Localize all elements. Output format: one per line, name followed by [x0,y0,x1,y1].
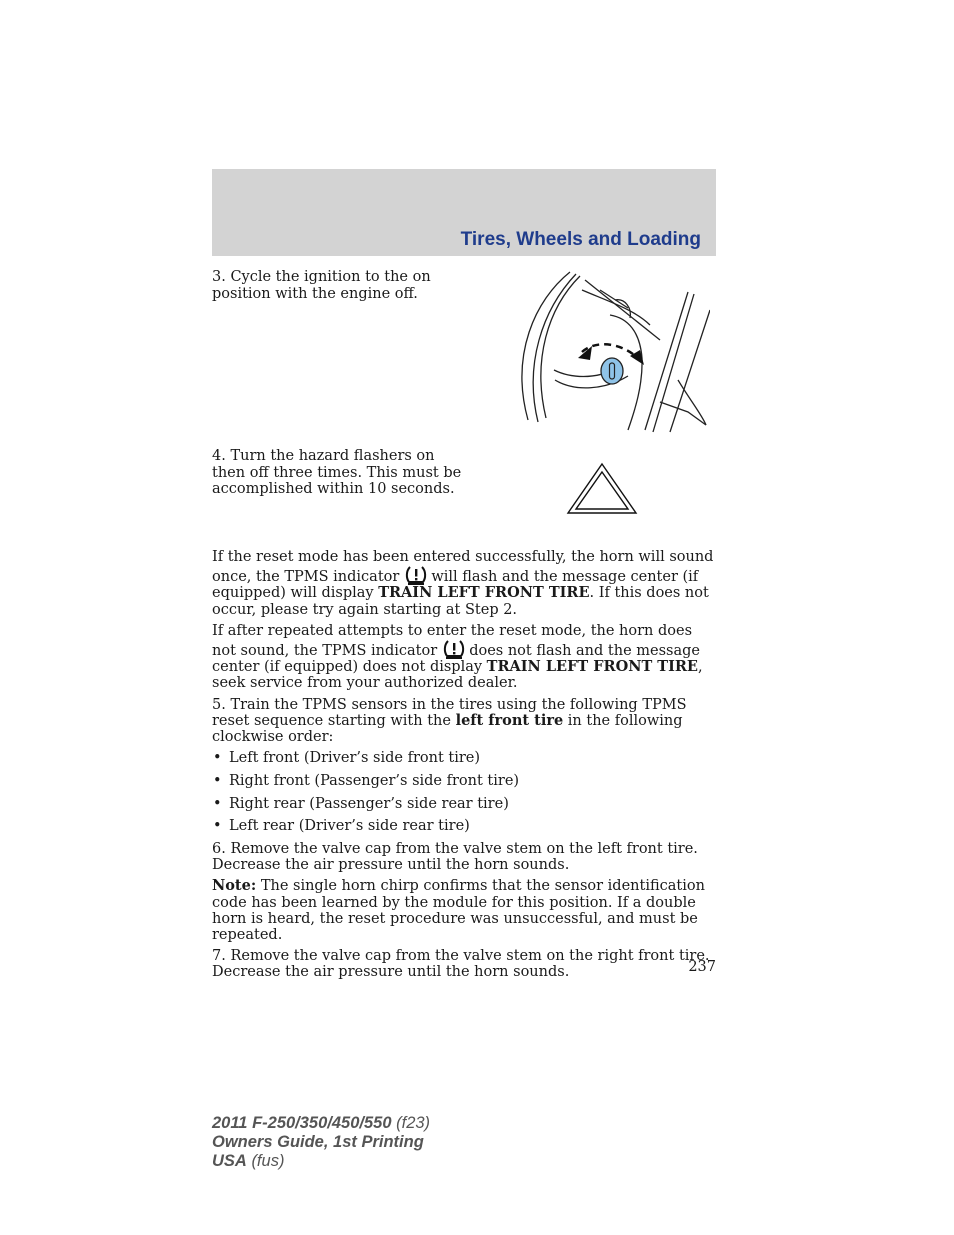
header-band [212,169,716,256]
list-item: • Left front (Driver’s side front tire) [212,750,718,766]
list-item: • Left rear (Driver’s side rear tire) [212,818,718,834]
paragraph-text: . If this does not occur, please try again starting at Step 2. [212,585,709,618]
footer-line-3 [212,1152,430,1171]
footer-line-1 [212,1114,430,1133]
body-text [212,549,718,986]
footer-line-2 [212,1133,430,1152]
ignition-key-illustration [510,270,710,435]
note-text: The single horn chirp confirms that the sensor identification code has been learned by the module for this position. If a double horn is heard, the reset procedure was unsuccessful, and must be repeated. [212,878,705,944]
footer [212,1114,430,1171]
note-label: Note: [212,877,257,895]
tpms-indicator-icon [443,639,465,659]
list-item: • Right front (Passenger’s side front tire) [212,773,718,789]
paragraph-reset-failure [212,623,718,692]
paragraph-step-6: 6. Remove the valve cap from the valve stem on the left front tire. Decrease the air pressure until the horn sounds. [212,841,698,874]
paragraph-text: If the reset mode has been entered successfully, the horn will sound once, the TPMS indicator [212,549,714,586]
paragraph-text: If after repeated attempts to enter the reset mode, the horn does not sound, the TPMS indicator [212,622,693,660]
paragraph-text: does not flash and the message center (if equipped) does not display [212,643,700,676]
paragraph-text: will flash and the message center (if equipped) will display [212,569,699,602]
step-3-text: 3. Cycle the ignition to the on position with the engine off. [212,269,431,302]
hazard-triangle-icon [566,462,638,515]
footer-model: 2011 F-250/350/450/550 [212,1114,392,1132]
page-number: 237 [688,959,716,975]
section-title: Tires, Wheels and Loading [460,229,701,250]
footer-region: USA [212,1152,247,1170]
paragraph-note [212,878,718,943]
list-item: • Right rear (Passenger’s side rear tire) [212,796,718,812]
paragraph-text: in the following clockwise order: [212,712,683,746]
paragraph-step-5 [212,697,718,746]
paragraph-reset-success [212,549,718,618]
footer-guide: Owners Guide, 1st Printing [212,1133,424,1151]
paragraph-text: 5. Train the TPMS sensors in the tires using the following TPMS reset sequence starting with the [212,696,687,729]
footer-region-code: (fus) [251,1152,285,1170]
tpms-indicator-icon [405,565,427,585]
message-train-left-front: TRAIN LEFT FRONT TIRE [486,658,698,676]
message-train-left-front: TRAIN LEFT FRONT TIRE [378,584,590,602]
paragraph-text: , seek service from your authorized dealer. [212,659,703,692]
footer-model-code: (f23) [396,1114,431,1132]
left-front-tire-emphasis: left front tire [455,711,564,729]
paragraph-step-7: 7. Remove the valve cap from the valve stem on the right front tire. Decrease the air pressure until the horn sounds. [212,948,710,981]
step-4-text: 4. Turn the hazard flashers on then off three times. This must be accomplished within 10 seconds. [212,448,462,497]
tire-order-list [212,750,718,834]
